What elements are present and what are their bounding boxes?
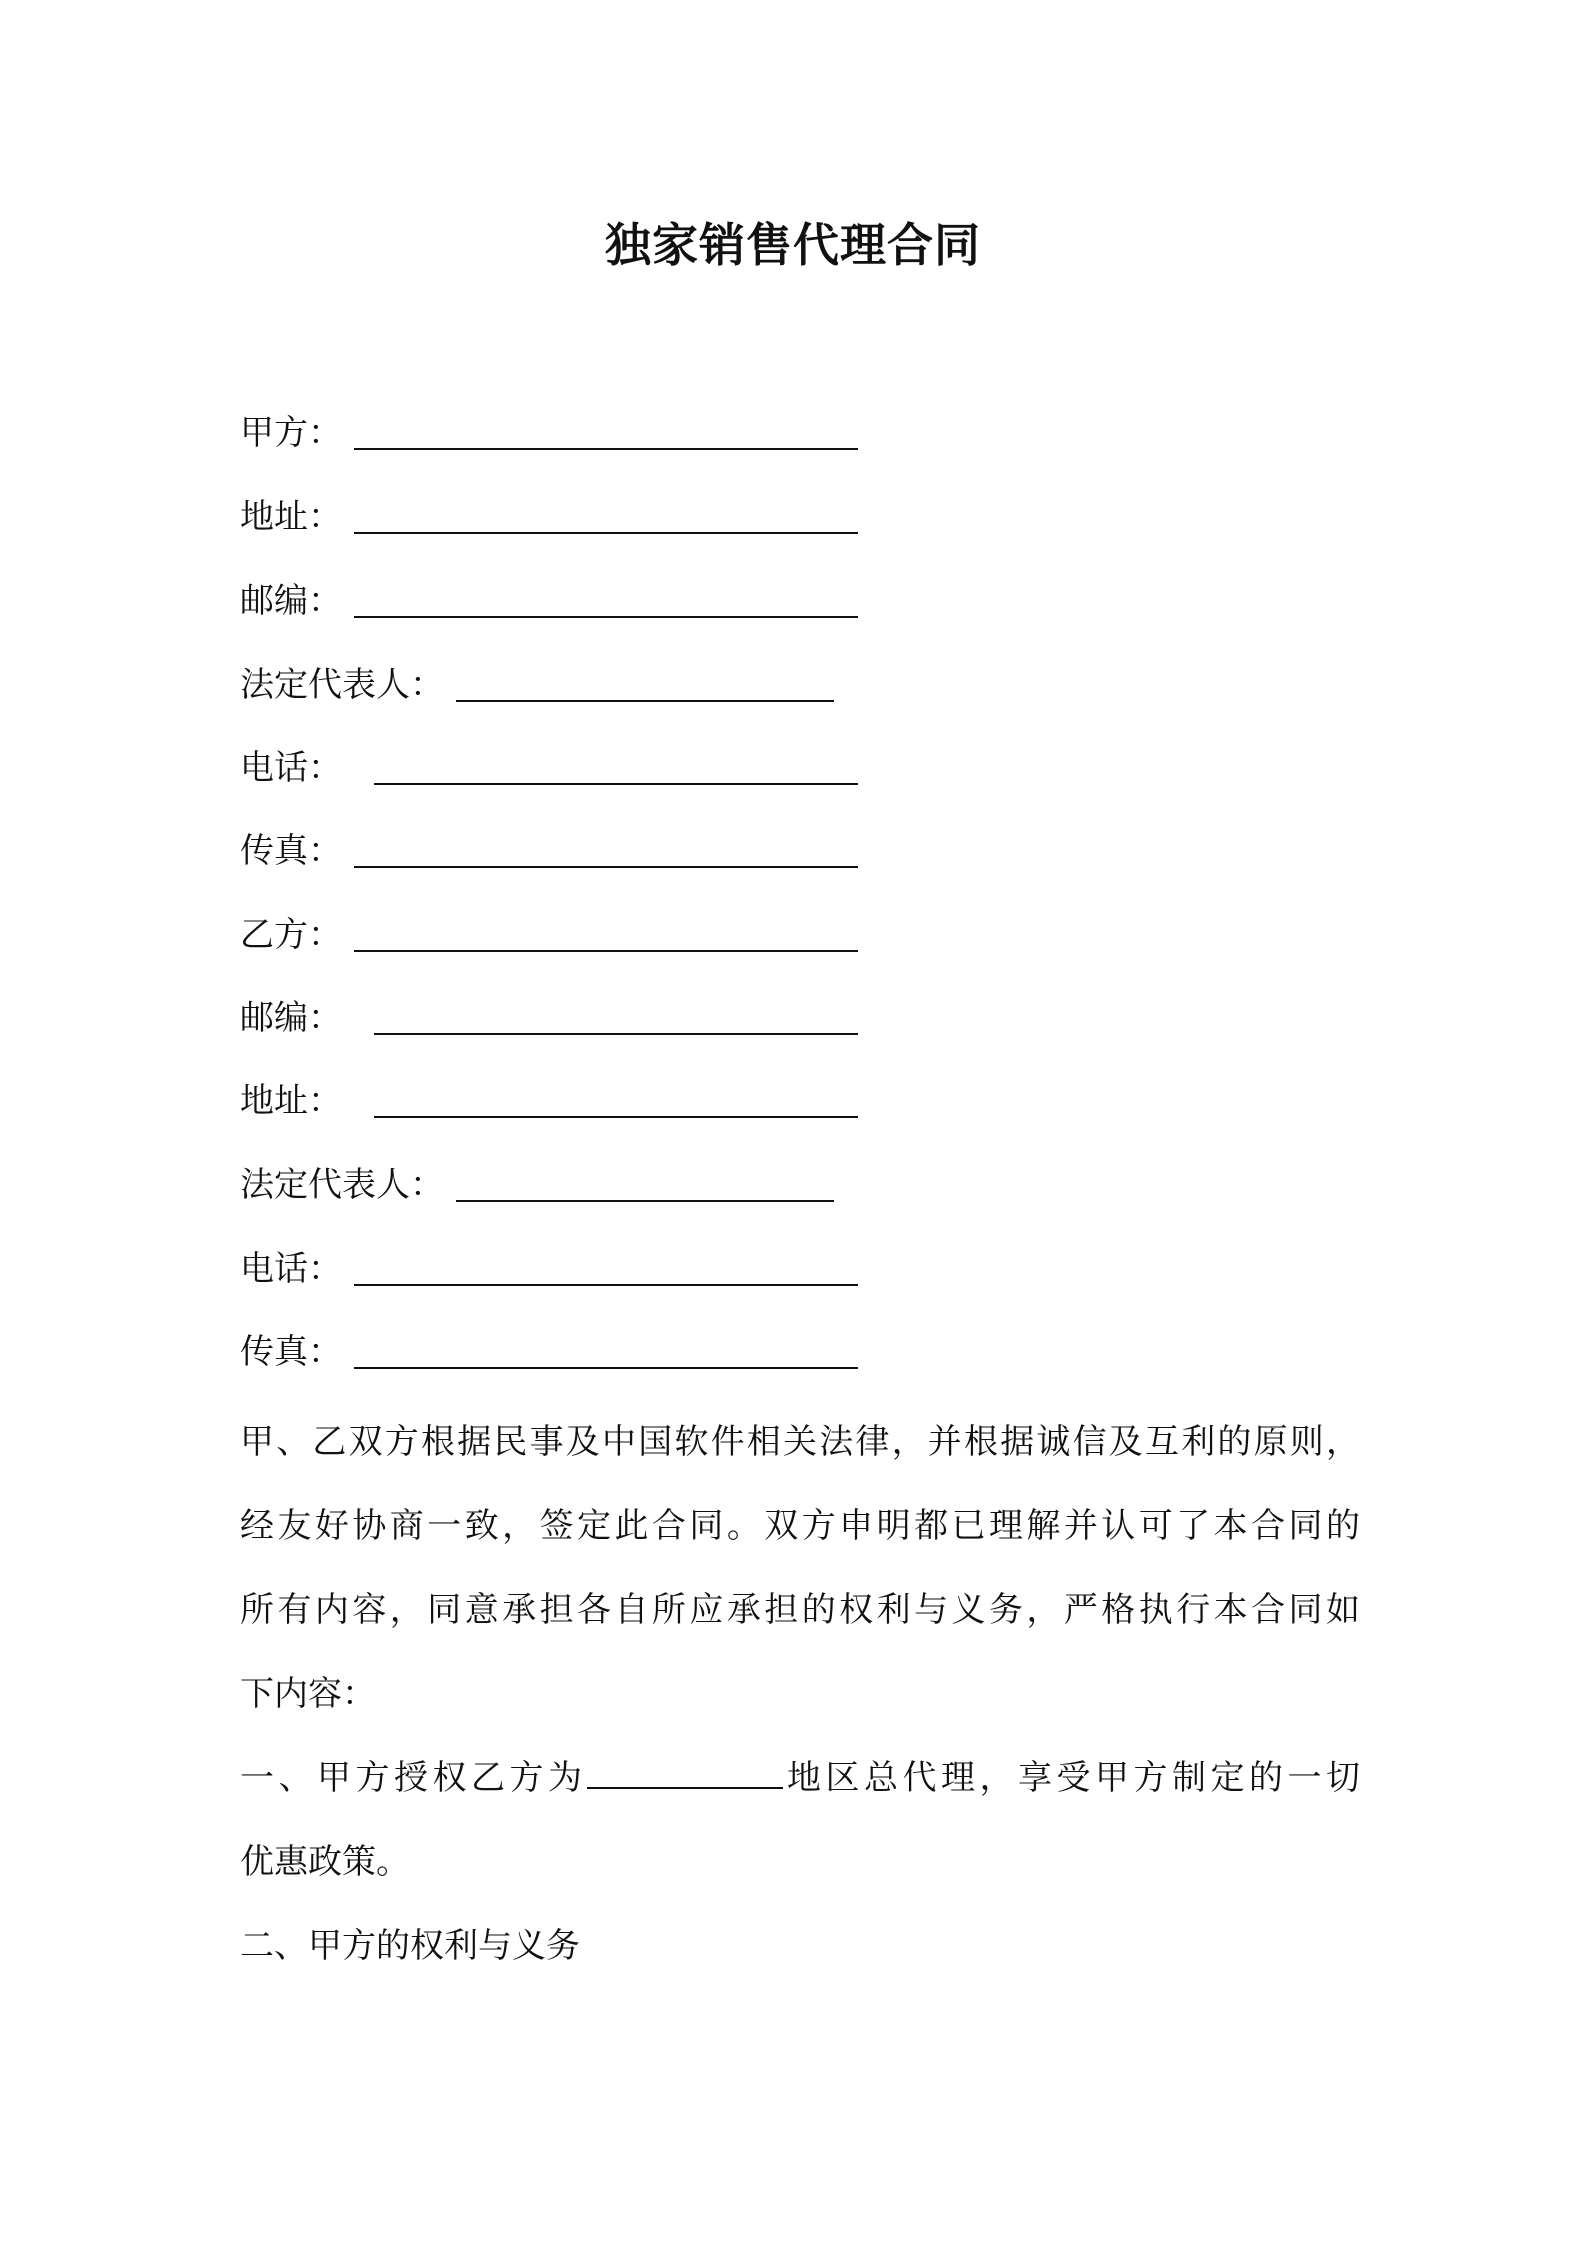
clause-one-line-1 <box>240 1736 1360 1820</box>
clause-two <box>240 1904 1360 1988</box>
fill-in-blank <box>354 1357 858 1369</box>
preamble-paragraph <box>240 1400 1360 1736</box>
fill-in-blank <box>354 856 858 868</box>
party-b-legal-rep-field <box>240 1160 834 1210</box>
field-label: 地址： <box>240 1081 342 1121</box>
field-label: 地址： <box>240 497 342 537</box>
field-label: 邮编： <box>240 998 342 1038</box>
fill-in-blank <box>374 1106 858 1118</box>
field-label: 法定代表人： <box>240 1165 444 1205</box>
field-label: 电话： <box>240 748 342 788</box>
fill-in-blank <box>354 606 858 618</box>
field-label: 邮编： <box>240 581 342 621</box>
field-label: 传真： <box>240 831 342 871</box>
field-label: 乙方： <box>240 915 342 955</box>
fill-in-blank <box>456 1190 834 1202</box>
paragraph-line: 甲、乙双方根据民事及中国软件相关法律，并根据诚信及互利的原则， <box>240 1422 1360 1462</box>
field-label: 法定代表人： <box>240 665 444 705</box>
clause-one-text-after: 地区总代理，享受甲方制定的一切 <box>782 1758 1360 1798</box>
party-a-address-field <box>240 492 858 542</box>
party-a-legal-rep-field <box>240 660 834 710</box>
region-blank <box>587 1777 783 1789</box>
fill-in-blank <box>354 940 858 952</box>
party-a-field <box>240 408 858 458</box>
field-label: 传真： <box>240 1332 342 1372</box>
paragraph-line: 下内容： <box>240 1674 376 1714</box>
fill-in-blank <box>374 773 858 785</box>
fill-in-blank <box>374 1023 858 1035</box>
field-label: 甲方： <box>240 413 342 453</box>
party-a-phone-field <box>240 743 858 793</box>
party-b-address-field <box>240 1076 858 1126</box>
party-b-phone-field <box>240 1244 858 1294</box>
party-a-fax-field <box>240 826 858 876</box>
fill-in-blank <box>354 522 858 534</box>
document-title: 独家销售代理合同 <box>605 218 981 272</box>
party-b-field <box>240 910 858 960</box>
paragraph-line: 经友好协商一致，签定此合同。双方申明都已理解并认可了本合同的 <box>240 1506 1360 1546</box>
clause-one <box>240 1736 1360 1904</box>
clause-two-heading: 二、甲方的权利与义务 <box>240 1926 580 1966</box>
fill-in-blank <box>354 438 858 450</box>
paragraph-line: 所有内容，同意承担各自所应承担的权利与义务，严格执行本合同如 <box>240 1590 1360 1630</box>
clause-one-line-2: 优惠政策。 <box>240 1842 410 1882</box>
party-a-postcode-field <box>240 576 858 626</box>
party-b-postcode-field <box>240 993 858 1043</box>
fill-in-blank <box>354 1274 858 1286</box>
fill-in-blank <box>456 690 834 702</box>
field-label: 电话： <box>240 1249 342 1289</box>
clause-one-text-before: 一、甲方授权乙方为 <box>240 1758 587 1798</box>
party-b-fax-field <box>240 1327 858 1377</box>
